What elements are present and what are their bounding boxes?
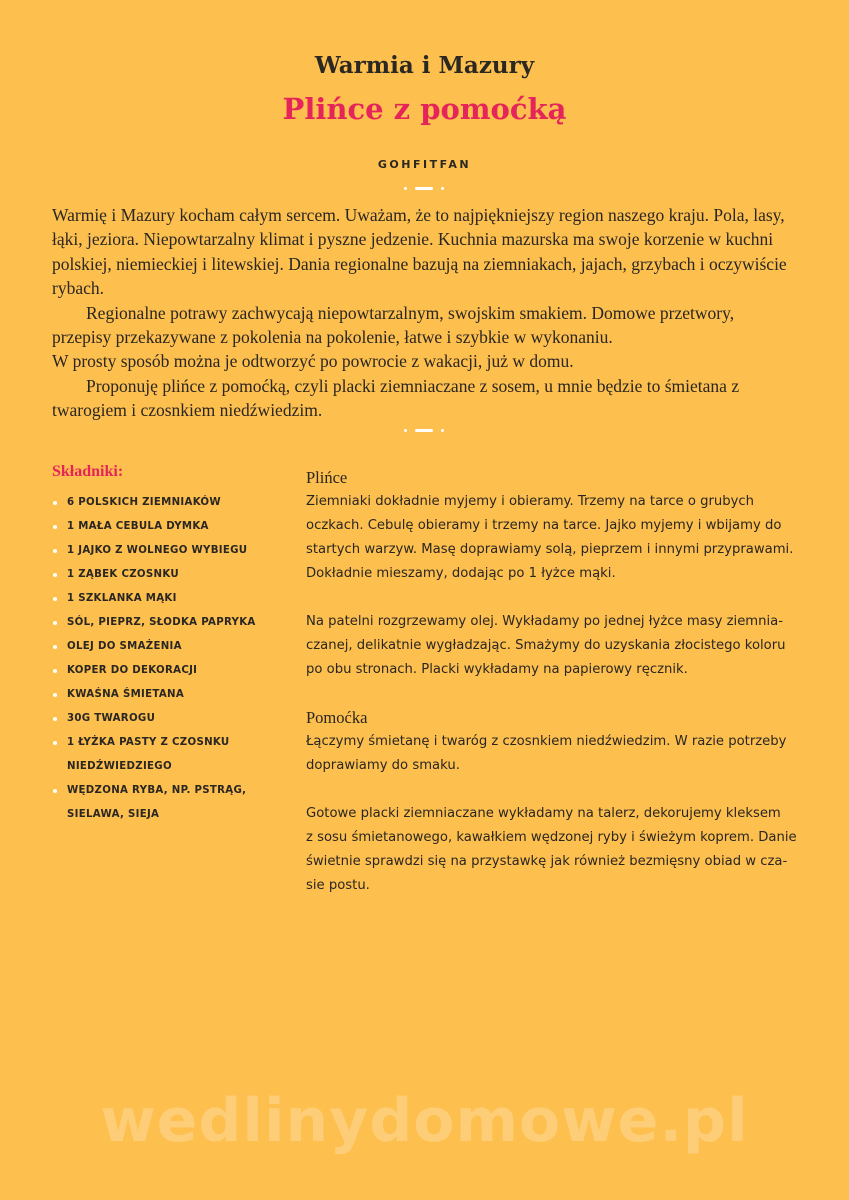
intro-paragraph: Warmię i Mazury kocham całym sercem. Uważam, że to najpiękniejszy region naszego kraju. Pola, lasy, łąki, jeziora. Niepowtarzalny klimat i pyszne jedzenie. Kuchnia mazurska ma swoje korzenie w kuchni polskiej, niemieckiej i litewskiej. Dania regionalne bazują na ziemniakach, jajach, grzybach i oczywiście rybach. <box>52 205 787 299</box>
bullet-icon <box>53 549 57 553</box>
ingredients-title: Składniki: <box>52 463 124 480</box>
bullet-icon <box>53 573 57 577</box>
bullet-icon <box>53 717 57 721</box>
plince-step-2: Na patelni rozgrzewamy olej. Wykładamy po jednej łyżce masy ziemnia- czanej, delikatnie wygładzając. Smażymy do uzyskania złocistego koloru po obu stronach. Placki wykładamy na papierowy ręcznik. <box>306 614 786 677</box>
preparation-steps <box>306 466 797 922</box>
ingredient-item: 1 SZKLANKA MĄKI <box>52 587 272 611</box>
bullet-icon <box>53 621 57 625</box>
bullet-icon <box>53 597 57 601</box>
bullet-icon <box>53 693 57 697</box>
ingredient-item: 6 POLSKICH ZIEMNIAKÓW <box>52 491 272 515</box>
ingredient-item: KWAŚNA ŚMIETANA <box>52 683 272 707</box>
intro-text <box>52 203 797 423</box>
intro-paragraph: Regionalne potrawy zachwycają niepowtarzalnym, swojskim smakiem. Domowe przetwory, przepisy przekazywane z pokolenia na pokolenie, łatwe i szybkie w wykonaniu. <box>52 302 735 348</box>
ingredient-item: 1 MAŁA CEBULA DYMKA <box>52 515 272 539</box>
ingredient-item: 1 ŁYŻKA PASTY Z CZOSNKU NIEDŹWIEDZIEGO <box>52 731 272 779</box>
pomocka-step-1: Łączymy śmietanę i twaróg z czosnkiem niedźwiedzim. W razie potrzeby doprawiamy do smaku. <box>306 734 787 773</box>
plince-heading: Plińce <box>306 468 348 487</box>
bullet-icon <box>53 741 57 745</box>
ingredient-item: 1 ZĄBEK CZOSNKU <box>52 563 272 587</box>
bullet-icon <box>53 789 57 793</box>
region-heading: Warmia i Mazury <box>314 52 535 79</box>
bullet-icon <box>53 669 57 673</box>
intro-paragraph: Proponuję plińce z pomoćką, czyli placki ziemniaczane z sosem, u mnie będzie to śmietana z twarogiem i czosnkiem niedźwiedzim. <box>52 375 740 421</box>
pomocka-heading: Pomoćka <box>306 708 368 727</box>
recipe-title: Plińce z pomoćką <box>282 92 567 126</box>
bullet-icon <box>53 525 57 529</box>
intro-paragraph: W prosty sposób można je odtworzyć po powrocie z wakacji, już w domu. <box>52 351 574 372</box>
author-name: GOHFITFAN <box>377 158 472 171</box>
serving-step: Gotowe placki ziemniaczane wykładamy na talerz, dekorujemy kleksem z sosu śmietanowego, kawałkiem wędzonej ryby i świeżym koprem. Danie świetnie sprawdzi się na przystawkę jak również bezmięsny obiad w cza- sie postu. <box>306 806 797 893</box>
bullet-icon <box>53 645 57 649</box>
ingredient-item: 1 JAJKO Z WOLNEGO WYBIEGU <box>52 539 272 563</box>
ingredient-item: WĘDZONA RYBA, NP. PSTRĄG, SIELAWA, SIEJA <box>52 779 272 827</box>
ingredient-item: 30G TWAROGU <box>52 707 272 731</box>
watermark: wedlinydomowe.pl <box>100 1086 749 1156</box>
ingredient-item: SÓL, PIEPRZ, SŁODKA PAPRYKA <box>52 611 272 635</box>
plince-step-1: Ziemniaki dokładnie myjemy i obieramy. Trzemy na tarce o grubych oczkach. Cebulę obieramy i trzemy na tarce. Jajko myjemy i wbijamy do startych warzyw. Masę doprawiamy solą, pieprzem i innymi przyprawami. Dokładnie mieszamy, dodając po 1 łyżce mąki. <box>306 494 794 581</box>
bullet-icon <box>53 501 57 505</box>
ingredients-list <box>52 491 272 827</box>
top-divider <box>404 187 444 191</box>
ingredient-item: OLEJ DO SMAŻENIA <box>52 635 272 659</box>
bottom-divider <box>404 429 444 433</box>
ingredient-item: KOPER DO DEKORACJI <box>52 659 272 683</box>
